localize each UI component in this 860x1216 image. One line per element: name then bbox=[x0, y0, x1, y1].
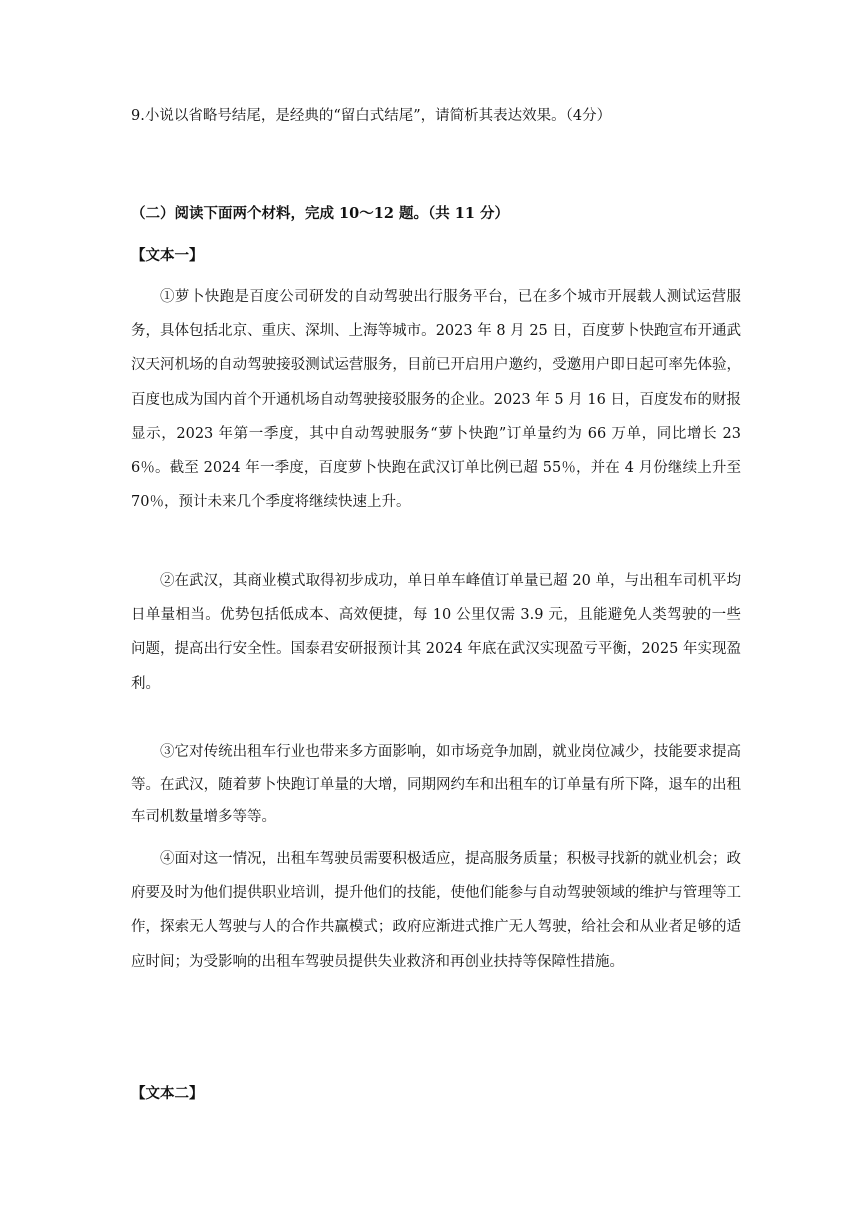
text-1-label: 【文本一】 bbox=[131, 247, 204, 264]
paragraph-3: ③它对传统出租车行业也带来多方面影响，如市场竞争加剧，就业岗位减少，技能要求提高等。在武汉，随着萝卜快跑订单量的大增，同期网约车和出租车的订单量有所下降，退车的出租车司机数量增多等等。 bbox=[131, 744, 741, 825]
question-9: 9.小说以省略号结尾，是经典的“留白式结尾”，请简析其表达效果。（4分） bbox=[131, 108, 612, 124]
paragraph-4: ④面对这一情况，出租车驾驶员需要积极适应，提高服务质量；积极寻找新的就业机会；政府要及时为他们提供职业培训，提升他们的技能，使他们能参与自动驾驶领域的维护与管理等工作，探索无人驾驶与人的合作共赢模式；政府应渐进式推广无人驾驶，给社会和从业者足够的适应时间；为受影响的出租车驾驶员提供失业救济和再创业扶持等保障性措施。 bbox=[131, 851, 741, 970]
paragraph-2: ②在武汉，其商业模式取得初步成功，单日单车峰值订单量已超 20 单，与出租车司机平均日单量相当。优势包括低成本、高效便捷，每 10 公里仅需 3.9 元，且能避免人类驾驶的一些问题，提高出行安全性。国泰君安研报预计其 2024 年底在武汉实现盈亏平衡，2025 年实现盈利。 bbox=[131, 573, 741, 692]
text-2-label: 【文本二】 bbox=[131, 1085, 204, 1102]
section-2-heading: （二）阅读下面两个材料，完成 10～12 题。（共 11 分） bbox=[131, 205, 509, 222]
paragraph-1: ①萝卜快跑是百度公司研发的自动驾驶出行服务平台，已在多个城市开展载人测试运营服务，具体包括北京、重庆、深圳、上海等城市。2023 年 8 月 25 日，百度萝卜快跑宣布开通武汉天河机场的自动驾驶接驳测试运营服务，目前已开启用户邀约，受邀用户即日起可率先体验，百度也成为国内首个开通机场自动驾驶接驳服务的企业。2023 年 5 月 16 日，百度发布的财报显示，2023 年第一季度，其中自动驾驶服务“萝卜快跑”订单量约为 66 万单，同比增长 236％。截至 2024 年一季度，百度萝卜快跑在武汉订单比例已超 55％，并在 4 月份继续上升至 70％，预计未来几个季度将继续快速上升。 bbox=[131, 289, 741, 511]
